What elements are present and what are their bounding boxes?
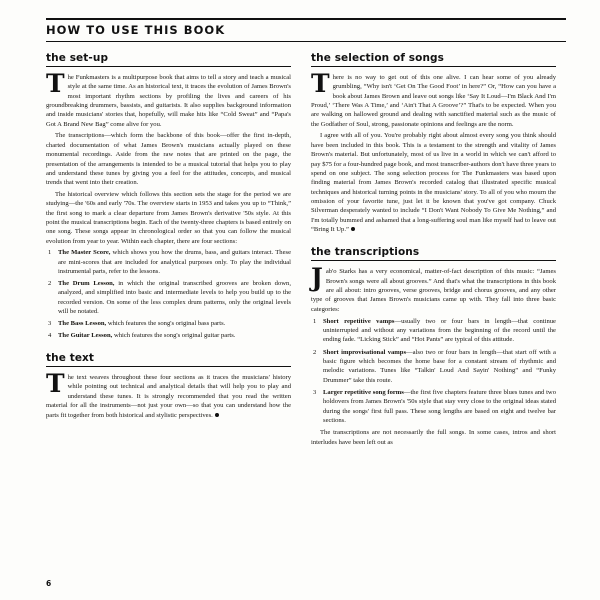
paragraph-text: I agree with all of you. You're probably right about almost every song you think should have been included in this book. This is a testament to the strength and vitality of James Brown's material. But unfortunately, most of us live in a world in which we can't afford to pay $75 for a four-hundred page book, and most transcriber-authors don't have three years to spend on one subject. The song selection process for The Funkmasters was based upon finding material from James Brown's recorded catalog that illustrated specific musical techniques and historical turning points in the musicians' story. To all of you who mourn the omission of your favorite tune, just let it be known that you've got company. Chuck Silverman desperately wanted to include “I Don't Want Nobody To Give Me Nothing,” and I'm totally bummed and ashamed that a long-suffering soul man like myself had to leave out “Bring It Up.” — [311, 132, 556, 234]
paragraph: The transcriptions are not necessarily the full songs. In some cases, intros and short interludes have been left out as — [311, 429, 556, 446]
end-mark — [351, 227, 355, 231]
list-item — [58, 279, 291, 316]
page-number: 6 — [46, 579, 52, 588]
paragraph — [46, 369, 291, 420]
list-item-text: which shows you how the drums, bass, and guitars interact. These are mini-scores that are included for analytical purposes only. To play the individual instrumental parts, refer to the lessons. — [58, 249, 292, 276]
list-item — [323, 348, 556, 385]
list-item-lead: The Drum Lesson, — [58, 279, 115, 287]
list-item-text: —the first five chapters feature three blues tunes and two holdovers from James Brown's '50s style that stay very close to the original ideas stated during the songs' first full pass. These song lengths are based on eight and twelve bar sections. — [323, 389, 556, 425]
list-item-text: in which the original transcribed grooves are broken down, analyzed, and simplified into basic and intermediate levels to help you build up to the recorded version. On some of the less complex drum patterns, only the original levels will be notated. — [58, 279, 291, 316]
paragraph — [311, 131, 556, 234]
section-heading-the-text: the text — [46, 352, 291, 367]
list-item — [323, 388, 556, 425]
list-item-text: —usually two or four bars in length—that continue uninterrupted and without any variations from the beginning of the record until the ending fade. “Licking Stick” and “Hot Pants” are typical of this attitude. — [323, 317, 556, 344]
paragraph-text: here is no way to get out of this one alive. I can hear some of you already grumbling, “Why isn't ‘Get On The Good Foot’ in here?” Or, “How can you have a book about James Brown and leave out songs like ‘Say It Loud—I'm Black And I'm Proud,’ ‘There Was A Time,’ and ‘Ain't That A Groove’?” That's to be expected. When you are walking on hallowed ground and dealing with sanctified material such as the music of the Godfather of Soul, strong, passionate opinions and feelings are the norm. — [311, 74, 556, 128]
paragraph — [311, 263, 556, 314]
paragraph: The transcriptions—which form the backbone of this book—offer the first in-depth, charted documentation of what James Brown's musicians actually played on these monumental recordings. Aside from the raw notes that are printed on the page, the presentation of the arrangements is intended to be a musical tutorial that helps you to play and understand these tunes by giving you a feel for the attitudes, concepts, and musical trends that went into their creation. — [46, 132, 291, 187]
paragraph — [311, 69, 556, 129]
two-column-layout — [46, 52, 566, 449]
section-heading-the-transcriptions: the transcriptions — [311, 246, 556, 261]
list-item — [58, 248, 291, 276]
list-item-text: —also two or four bars in length—that start off with a basic figure which becomes the home base for a constant stream of rhythmic and melodic variations. Tunes like “Talkin' Loud And Sayin' Nothing” and “Funky Drummer” take this route. — [323, 348, 556, 384]
list-item — [58, 331, 291, 340]
list-item-lead: Larger repetitive song forms — [323, 389, 404, 397]
paragraph — [46, 69, 291, 129]
drop-cap: J — [311, 263, 323, 293]
list-item-lead: Short improvisational vamps — [323, 348, 407, 356]
list-item-text: which features the song's original bass parts. — [106, 319, 226, 327]
chapter-sections-list — [46, 248, 291, 340]
list-item-lead: The Bass Lesson, — [58, 319, 107, 327]
list-item-lead: The Master Score, — [58, 249, 111, 257]
drop-cap: T — [311, 69, 330, 98]
right-column — [311, 52, 556, 449]
list-item-lead: Short repetitive vamps — [323, 317, 395, 325]
left-column — [46, 52, 291, 449]
section-heading-selection-of-songs: the selection of songs — [311, 52, 556, 67]
drop-cap: T — [46, 369, 65, 399]
paragraph-text: ab'o Starks has a very economical, matter-of-fact description of this music: “James Brown's songs were all about grooves.” And that's what the transcriptions in this book are all about: intro grooves, verse grooves, bridge and chorus grooves, and any other type of grooves that James Brown's musicians came up with. They fall into three basic categories: — [311, 268, 556, 313]
page-header — [46, 18, 566, 42]
end-mark — [215, 413, 219, 417]
page-title: HOW TO USE THIS BOOK — [46, 23, 226, 37]
paragraph-text: he Funkmasters is a multipurpose book that aims to tell a story and teach a musical style at the same time. As an historical text, it traces the evolution of James Brown's most important rhythm sections by profiling the lives and careers of his groundbreaking drummers, bassists, and guitarists. It also supplies background information and inside musicians' stories that, hopefully, will make hits like “Cold Sweat” and “Papa's Got A Brand New Bag” come alive for you. — [46, 74, 291, 128]
section-heading-set-up: the set-up — [46, 52, 291, 67]
groove-categories-list — [311, 317, 556, 426]
paragraph: The historical overview which follows this section sets the stage for the period we are studying—the '60s and early '70s. The overview starts in 1953 and takes you up to “Think,” the first song to mark a clear departure from James Brown's derivative '50s style. At this point the musical transcriptions begin. Each of the twenty-three chapters is based entirely on one song. These songs appear in chronological order so that you can follow the musical evolution from year to year. Within each chapter, there are four sections: — [46, 190, 291, 245]
list-item-text: which features the song's original guitar parts. — [112, 331, 236, 339]
list-item-lead: The Guitar Lesson, — [58, 331, 113, 339]
list-item — [58, 319, 291, 328]
paragraph-text: he text weaves throughout these four sections as it traces the musicians' history while pointing out technical and analytical details that will help you to play and understand these tunes. It is strongly recommended that you read the written material for all the instruments—not just your own—so that you can understand how the parts fit together from both historical and stylistic perspectives. — [46, 374, 291, 419]
list-item — [323, 317, 556, 345]
drop-cap: T — [46, 69, 65, 98]
